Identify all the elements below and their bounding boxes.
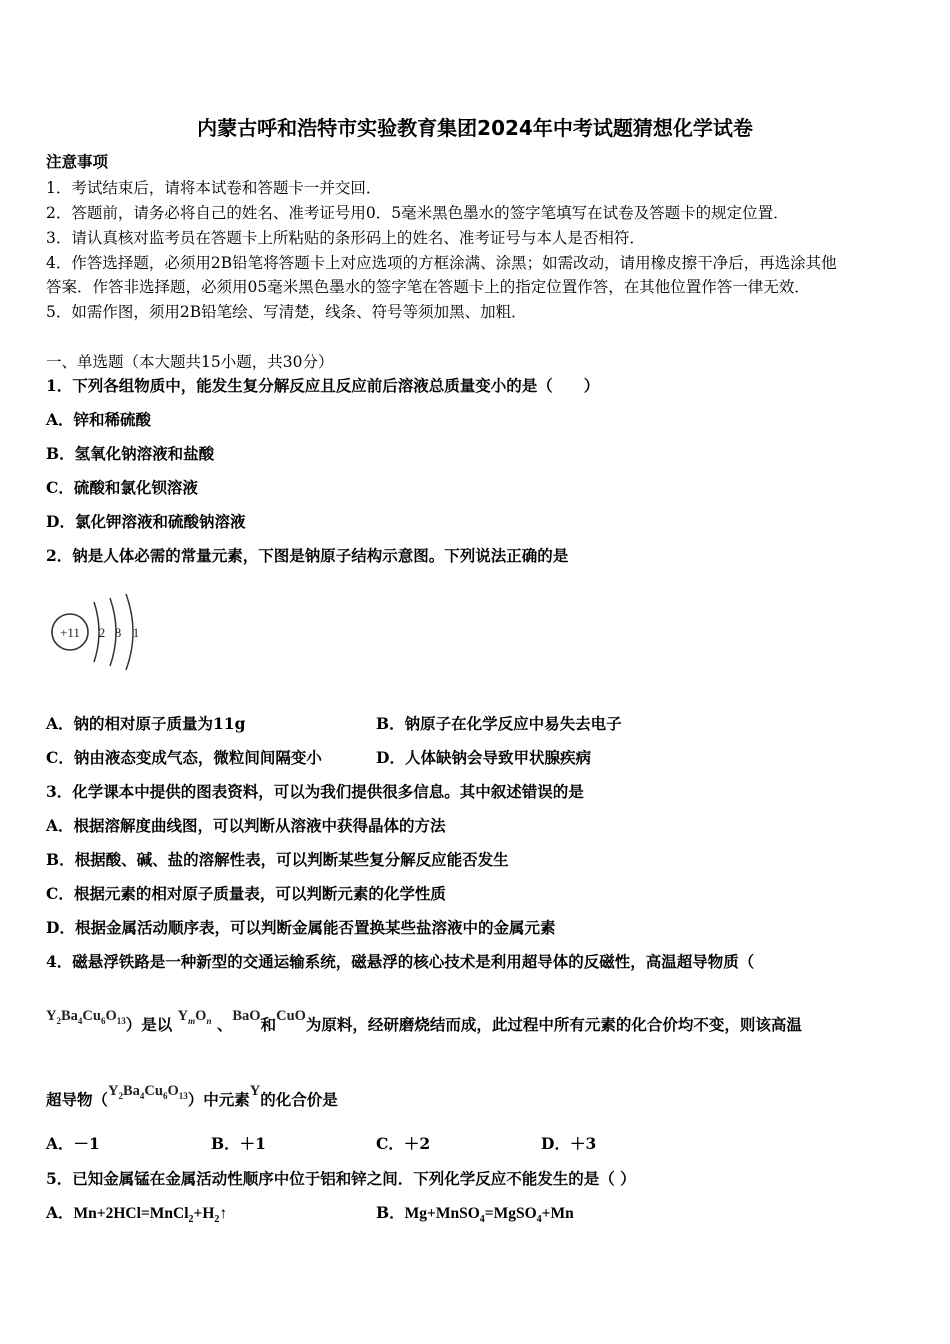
question-4-line-3 — [46, 1083, 338, 1116]
page-title: 内蒙古呼和浩特市实验教育集团2024年中考试题猜想化学试卷 — [197, 116, 753, 140]
notice-item: 5．如需作图，须用2B铅笔绘、写清楚，线条、符号等须加黑、加粗． — [46, 303, 527, 321]
question-2-option-d: D．人体缺钠会导致甲状腺疾病 — [376, 748, 591, 767]
shell-electron-count: 8 — [114, 625, 122, 640]
nucleus-charge: +11 — [60, 625, 80, 640]
question-1-stem: 1．下列各组物质中，能发生复分解反应且反应前后溶液总质量变小的是（ ） — [46, 376, 600, 395]
question-4-text: 的化合价是 — [260, 1090, 338, 1109]
question-4-text: 和 — [260, 1015, 277, 1034]
question-4-text: ）是以 — [125, 1015, 173, 1034]
question-4-option-a: A．－1 — [46, 1134, 100, 1153]
shell-electron-count: 1 — [132, 625, 140, 640]
shell-electron-count: 2 — [98, 625, 106, 640]
notice-item: 3．请认真核对监考员在答题卡上所粘贴的条形码上的姓名、准考证号与本人是否相符． — [46, 229, 645, 247]
notice-item: 1．考试结束后，请将本试卷和答题卡一并交回． — [46, 179, 382, 197]
formula-y: Y — [249, 1083, 261, 1099]
sodium-atom-diagram — [44, 590, 154, 680]
formula-y2ba4cu6o13: $Y_2Ba_4Cu_6O_{13}$ — [108, 1083, 188, 1101]
question-3-stem: 3．化学课本中提供的图表资料，可以为我们提供很多信息。其中叙述错误的是 — [46, 782, 584, 801]
formula-cuo: CuO — [276, 1008, 306, 1024]
question-4-text: 为原料，经研磨烧结而成，此过程中所有元素的化合价均不变，则该高温 — [305, 1015, 802, 1034]
question-3-option-d: D．根据金属活动顺序表，可以判断金属能否置换某些盐溶液中的金属元素 — [46, 918, 556, 937]
formula-y2ba4cu6o13: $Y_2Ba_4Cu_6O_{13}$ — [46, 1008, 126, 1026]
notice-item: 4．作答选择题，必须用2B铅笔将答题卡上对应选项的方框涂满、涂黑；如需改动，请用橡皮擦干净后，再选涂其他 — [46, 254, 837, 272]
formula-bao: BaO — [232, 1008, 261, 1024]
formula-ymon: $Y_mO_n$ — [177, 1008, 212, 1026]
question-5-option-b: B．Mg+MnSO$_4$=MgSO$_4$+Mn — [376, 1203, 574, 1226]
question-1-option-d: D．氯化钾溶液和硫酸钠溶液 — [46, 512, 246, 531]
question-1-option-c: C．硫酸和氯化钡溶液 — [46, 478, 198, 497]
question-4-option-d: D．＋3 — [541, 1134, 597, 1153]
notice-heading: 注意事项 — [46, 152, 109, 171]
question-5-stem: 5．已知金属锰在金属活动性顺序中位于铝和锌之间．下列化学反应不能发生的是（ ） — [46, 1169, 636, 1188]
section-heading: 一、单选题（本大题共15小题，共30分） — [46, 353, 334, 371]
question-4-text: 、 — [216, 1015, 233, 1034]
notice-item: 2．答题前，请务必将自己的姓名、准考证号用0．5毫米黑色墨水的签字笔填写在试卷及答题卡的规定位置． — [46, 204, 789, 222]
question-2-stem: 2．钠是人体必需的常量元素，下图是钠原子结构示意图。下列说法正确的是 — [46, 546, 569, 565]
question-4-text: 超导物（ — [46, 1090, 109, 1109]
option-label: A． — [46, 1203, 74, 1222]
option-label: B． — [376, 1203, 405, 1222]
question-4-option-b: B．＋1 — [211, 1134, 266, 1153]
question-3-option-a: A．根据溶解度曲线图，可以判断从溶液中获得晶体的方法 — [46, 816, 446, 835]
question-5-option-a: A．$Mn+2HCl=MnCl_2+H_2↑$ — [46, 1203, 228, 1226]
question-4-line-2 — [46, 1008, 802, 1041]
question-3-option-c: C．根据元素的相对原子质量表，可以判断元素的化学性质 — [46, 884, 446, 903]
question-1-option-b: B．氢氧化钠溶液和盐酸 — [46, 444, 215, 463]
question-2-option-c: C．钠由液态变成气态，微粒间间隔变小 — [46, 748, 322, 767]
question-2-option-b: B．钠原子在化学反应中易失去电子 — [376, 714, 622, 733]
question-4-option-c: C．＋2 — [376, 1134, 431, 1153]
question-1-option-a: A．锌和稀硫酸 — [46, 410, 152, 429]
question-4-text: ）中元素 — [187, 1090, 250, 1109]
notice-item: 答案．作答非选择题，必须用05毫米黑色墨水的签字笔在答题卡上的指定位置作答，在其他位置作答一律无效． — [46, 278, 810, 296]
question-2-option-a: A．钠的相对原子质量为11g — [46, 714, 246, 733]
question-3-option-b: B．根据酸、碱、盐的溶解性表，可以判断某些复分解反应能否发生 — [46, 850, 509, 869]
question-4-stem: 4．磁悬浮铁路是一种新型的交通运输系统，磁悬浮的核心技术是利用超导体的反磁性，高温超导物质（ — [46, 952, 755, 971]
